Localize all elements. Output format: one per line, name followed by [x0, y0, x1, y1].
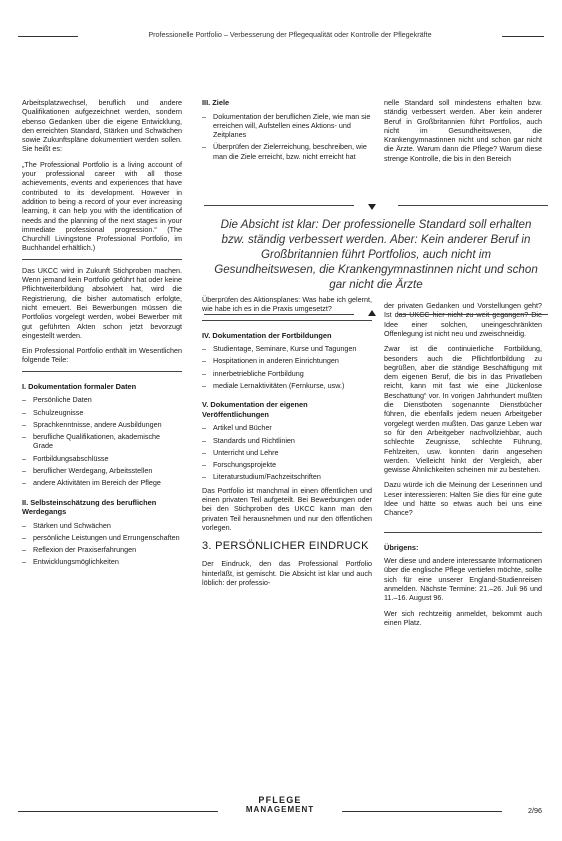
- pull-quote-text: Die Absicht ist klar: Der professionelle Standard soll erhalten bzw. ständig verbessert werden. Aber: Kein anderer Beruf in Großbritannien führt Portfolios, auch nicht im Gesundheitswesen, die Krankengymnastinnen nicht und schon gar nicht die Ärzte: [214, 218, 538, 291]
- header-rule-right: [502, 36, 544, 37]
- list: [202, 344, 372, 390]
- paragraph: der privaten Gedanken und Vorstellungen geht? Ist das UKCC hier nicht zu weit gegangen? Die Idee einer solchen, uneingeschränkten Offenlegung ist nicht neu und zweischneidig.: [384, 301, 542, 338]
- paragraph: Wer diese und andere interessante Informationen über die englische Pflege vertiefen möchte, sollte sich für eine unserer England-Studienreisen anmelden. Nächste Termine: 21.–26. Juli 96 und 11.–16. August 96.: [384, 556, 542, 603]
- section-heading: III. Ziele: [202, 98, 230, 107]
- section-heading: I. Dokumentation formaler Daten: [22, 381, 137, 391]
- list-item: – andere Aktivitäten im Bereich der Pflege: [22, 478, 182, 487]
- paragraph: Überprüfen des Aktionsplanes: Was habe ich gelernt, wie habe ich es in die Praxis umgesetzt?: [202, 294, 372, 314]
- quote-paragraph: „The Professional Portfolio is a living account of your professional career with all those achievements, events and experiences that have contributed to its development. However in addition to being a record of your ever increasing learning, it can help you with the identification of needs and the planning of the next stages in your immediate professional progression.“ (The Churchill Livingstone Professional Portfolio, im Buchhandel erhältlich.): [22, 159, 182, 253]
- list-item: – Dokumentation der beruflichen Ziele, wie man sie erreichen will, Aufstellen eines Aktions- und Zeitplanes: [202, 112, 372, 140]
- pull-quote-rule: [398, 205, 548, 206]
- header-title: Professionelle Portfolio – Verbesserung der Pflegequalität oder Kontrolle der Pflegekräfte: [148, 30, 432, 39]
- list-item: – Fortbildungsabschlüsse: [22, 454, 182, 463]
- pull-quote: [204, 205, 548, 315]
- triangle-down-icon: [368, 204, 376, 210]
- list-item: – Artikel und Bücher: [202, 423, 372, 432]
- list: [22, 395, 182, 487]
- list-item: – Hospitationen in anderen Einrichtungen: [202, 356, 372, 365]
- list: [22, 521, 182, 567]
- footer-rule: [18, 811, 218, 812]
- column-2: [202, 98, 372, 593]
- paragraph: Arbeitsplatzwechsel, beruflich und andere Qualifikationen aufgezeichnet werden, sondern ebenso Gedanken über die eigene Entwicklung, den erreichten Standard, Stärken und Schwächen sowie Zukunftspläne dokumentiert werden sollen. Sie heißt es:: [22, 98, 182, 154]
- paragraph: Ein Professional Portfolio enthält im Wesentlichen folgende Teile:: [22, 346, 182, 365]
- list-item: – Studientage, Seminare, Kurse und Tagungen: [202, 344, 372, 353]
- triangle-up-icon: [368, 310, 376, 316]
- list-item: – Reflexion der Praxiserfahrungen: [22, 545, 182, 554]
- list-item: – Schulzeugnisse: [22, 408, 182, 417]
- section-title: 3. PERSÖNLICHER EINDRUCK: [202, 540, 369, 553]
- column-1: [22, 98, 182, 571]
- list-item: – Literaturstudium/Fachzeitschriften: [202, 472, 372, 481]
- section-heading: IV. Dokumentation der Fortbildungen: [202, 330, 332, 340]
- paragraph: Wer sich rechtzeitig anmeldet, bekommt auch einen Platz.: [384, 608, 542, 627]
- section-heading: Übrigens:: [384, 542, 419, 552]
- list: [202, 423, 372, 481]
- pull-quote-rule: [204, 314, 354, 315]
- column-3: [384, 98, 542, 633]
- divider: [22, 371, 182, 372]
- running-header: [18, 30, 544, 46]
- list-item: – Persönliche Daten: [22, 395, 182, 404]
- list-item: – beruflicher Werdegang, Arbeitsstellen: [22, 466, 182, 475]
- paragraph: Zwar ist die continuierliche Fortbildung, besonders auch die Pflichtfortbildung zu begrüßen, aber die ständige Beschäftigung mit dem eigenen Beruf, die bis in das Privatleben reicht, kann mit fast wie eine „lückenlose Beschattung“ vor. In vorigen Jahrhundert mußten die Dienstboten sogenannte Dienstbücher führen, die ebenfalls jedem neuen Arbeitgeber vorgelegt werden mußten. Das ganze Leben war so für den Arbeitgeber nachvollziehbar, auch schlechte Zeugnisse, schlechte Führung, Fehlzeiten, usw. konnten darin angesehen werden. Vielleicht hinkt der Vergleich, aber gewisse Ähnlichkeiten scheinen mir zu bestehen.: [384, 344, 542, 475]
- list-item: – Überprüfen der Zielerreichung, beschreiben, wie man die Ziele erreicht, bzw. nicht erreicht hat: [202, 142, 372, 161]
- section-heading: II. Selbsteinschätzung des beruflichen Werdegangs: [22, 497, 157, 517]
- list-item: – Stärken und Schwächen: [22, 521, 182, 530]
- list-item: – persönliche Leistungen und Errungenschaften: [22, 533, 182, 542]
- list-item: – Unterricht und Lehre: [202, 448, 372, 457]
- list-item: – innerbetriebliche Fortbildung: [202, 369, 372, 378]
- list: [202, 112, 372, 161]
- logo-line: PFLEGE: [258, 795, 302, 805]
- pull-quote-rule: [204, 205, 354, 206]
- list-item: – Sprachkenntnisse, andere Ausbildungen: [22, 420, 182, 429]
- list-item: – berufliche Qualifikationen, akademische Grade: [22, 432, 182, 451]
- pull-quote-rule: [398, 314, 548, 315]
- section-heading: V. Dokumentation der eigenen Veröffentlichungen: [202, 400, 308, 419]
- list-item: – Entwicklungsmöglichkeiten: [22, 557, 182, 566]
- list-item: – Forschungsprojekte: [202, 460, 372, 469]
- magazine-logo: [226, 796, 334, 816]
- paragraph: Der Eindruck, den das Professional Portfolio hinterläßt, ist gemischt. Die Absicht ist klar und auch löblich: der professio-: [202, 559, 372, 587]
- divider: [384, 532, 542, 533]
- list-item: – mediale Lernaktivitäten (Fernkurse, usw.): [202, 381, 372, 390]
- paragraph: Das UKCC wird in Zukunft Stichproben machen. Wenn jemand kein Portfolio geführt hat oder keine Pflichtweiterbildung absolviert hat, wird die Registrierung, die bisher automatisch erfolgte, nicht erneuert. Bei Bewerbungen müssen die Portfolios vorgelegt werden, wobei Bewerber mit gut geführten Akten schon jetzt bevorzugt eingestellt werden.: [22, 265, 182, 340]
- page-number: 2/96: [528, 806, 542, 815]
- logo-line: MANAGEMENT: [245, 805, 315, 814]
- paragraph: Dazu würde ich die Meinung der Leserinnen und Leser interessieren: Halten Sie dies für eine gute Idee und hätte so etwas auch bei uns eine Chance?: [384, 480, 542, 518]
- header-rule-left: [18, 36, 78, 37]
- list-item: – Standards und Richtlinien: [202, 436, 372, 445]
- paragraph: nelle Standard soll mindestens erhalten bzw. ständig verbessert werden. Aber kein anderer Beruf in Großbritannien führt Portfolios, auch nicht im Gesundheitswesen, die Krankengymnastinnen nicht und schon gar nicht die Ärzte. Warum dann die Pflege? Warum diese strenge Kontrolle, die bis in den Bereich: [384, 98, 542, 163]
- footer-rule: [342, 811, 502, 812]
- divider: [22, 259, 182, 260]
- divider: [202, 320, 372, 321]
- paragraph: Das Portfolio ist manchmal in einen öffentlichen und einen privaten Teil aufgeteilt. Bei Bewerbungen oder bei den Stichproben des UKCC kann man den privaten Teil herausnehmen und nur den öffentlichen vorlegen.: [202, 485, 372, 532]
